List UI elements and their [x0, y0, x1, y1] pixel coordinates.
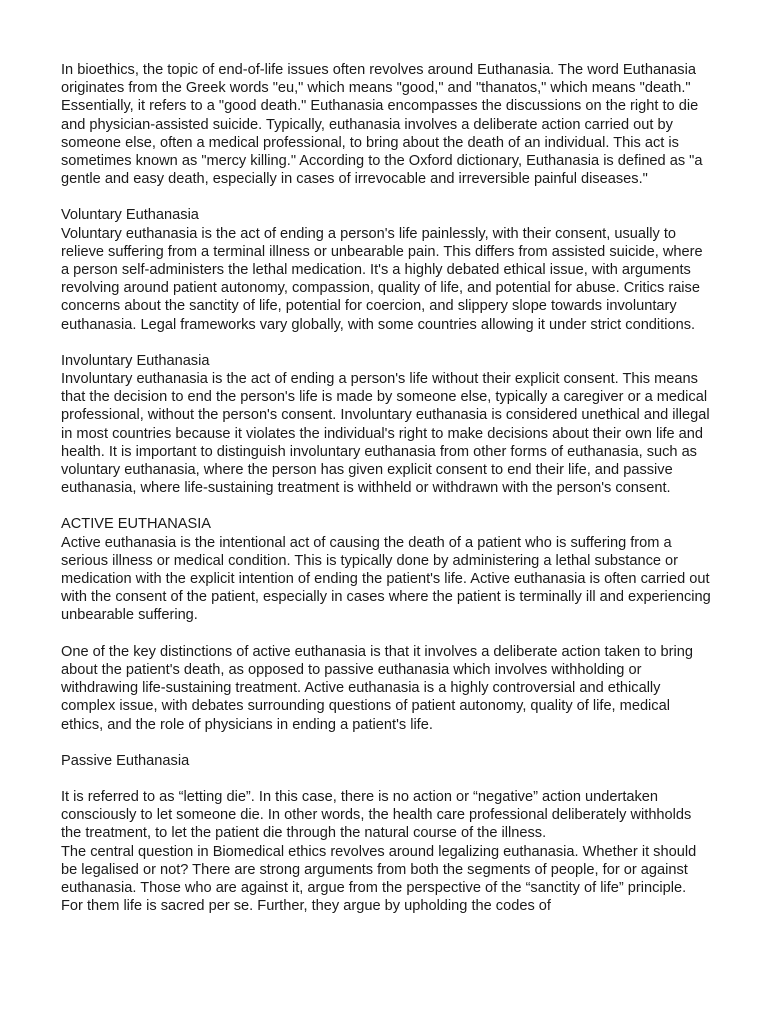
voluntary-heading: Voluntary Euthanasia	[61, 207, 199, 224]
passive-heading: Passive Euthanasia	[61, 752, 190, 769]
active-heading: ACTIVE EUTHANASIA	[61, 516, 212, 533]
involuntary-paragraph: Involuntary euthanasia is the act of ending a person's life without their explicit consent. This means that the decision to end the person's life is made by someone else, typically a caregiver or a medical professional, without the person's consent. Involuntary euthanasia is considered unethical and illegal in most countries because it violates the individual's right to make decisions about their own life and health. It is important to distinguish involuntary euthanasia from other forms of euthanasia, such as voluntary euthanasia, where the person has given explicit consent to end their life, and passive euthanasia, where life-sustaining treatment is withheld or withdrawn with the person's consent.	[61, 371, 710, 497]
active-paragraph-2: One of the key distinctions of active euthanasia is that it involves a deliberate action taken to bring about the patient's death, as opposed to passive euthanasia which involves withholding or withdrawing life-sustaining treatment. Active euthanasia is a highly controversial and ethically complex issue, with debates surrounding questions of patient autonomy, quality of life, medical ethics, and the role of physicians in ending a patient's life.	[61, 643, 693, 733]
involuntary-heading: Involuntary Euthanasia	[61, 352, 210, 369]
document-page	[61, 61, 711, 915]
passive-paragraph-2: The central question in Biomedical ethics revolves around legalizing euthanasia. Whether it should be legalised or not? There are strong arguments from both the segments of people, for or against euthanasia. Those who are against it, argue from the perspective of the “sanctity of life” principle. For them life is sacred per se. Further, they argue by upholding the codes of	[61, 843, 697, 915]
voluntary-paragraph: Voluntary euthanasia is the act of ending a person's life painlessly, with their consent, usually to relieve suffering from a terminal illness or unbearable pain. This differs from assisted suicide, where a person self-administers the lethal medication. It's a highly debated ethical issue, with arguments revolving around patient autonomy, compassion, quality of life, and potential for abuse. Critics raise concerns about the sanctity of life, potential for coercion, and slippery slope towards involuntary euthanasia. Legal frameworks vary globally, with some countries allowing it under strict conditions.	[61, 225, 703, 333]
passive-paragraph: It is referred to as “letting die”. In this case, there is no action or “negative” action undertaken consciously to let someone die. In other words, the health care professional deliberately withholds the treatment, to let the patient die through the natural course of the illness.	[61, 788, 692, 842]
intro-paragraph: In bioethics, the topic of end-of-life issues often revolves around Euthanasia. The word Euthanasia originates from the Greek words "eu," which means "good," and "thanatos," which means "death." Essentially, it refers to a "good death." Euthanasia encompasses the discussions on the right to die and physician-assisted suicide. Typically, euthanasia involves a deliberate action carried out by someone else, often a medical professional, to bring about the death of an individual. This act is sometimes known as "mercy killing." According to the Oxford dictionary, Euthanasia is defined as "a gentle and easy death, especially in cases of irrevocable and irreversible painful diseases."	[61, 62, 703, 188]
active-paragraph: Active euthanasia is the intentional act of causing the death of a patient who is suffering from a serious illness or medical condition. This is typically done by administering a lethal substance or medication with the explicit intention of ending the patient's life. Active euthanasia is often carried out with the consent of the patient, especially in cases where the patient is terminally ill and experiencing unbearable suffering.	[61, 534, 711, 624]
